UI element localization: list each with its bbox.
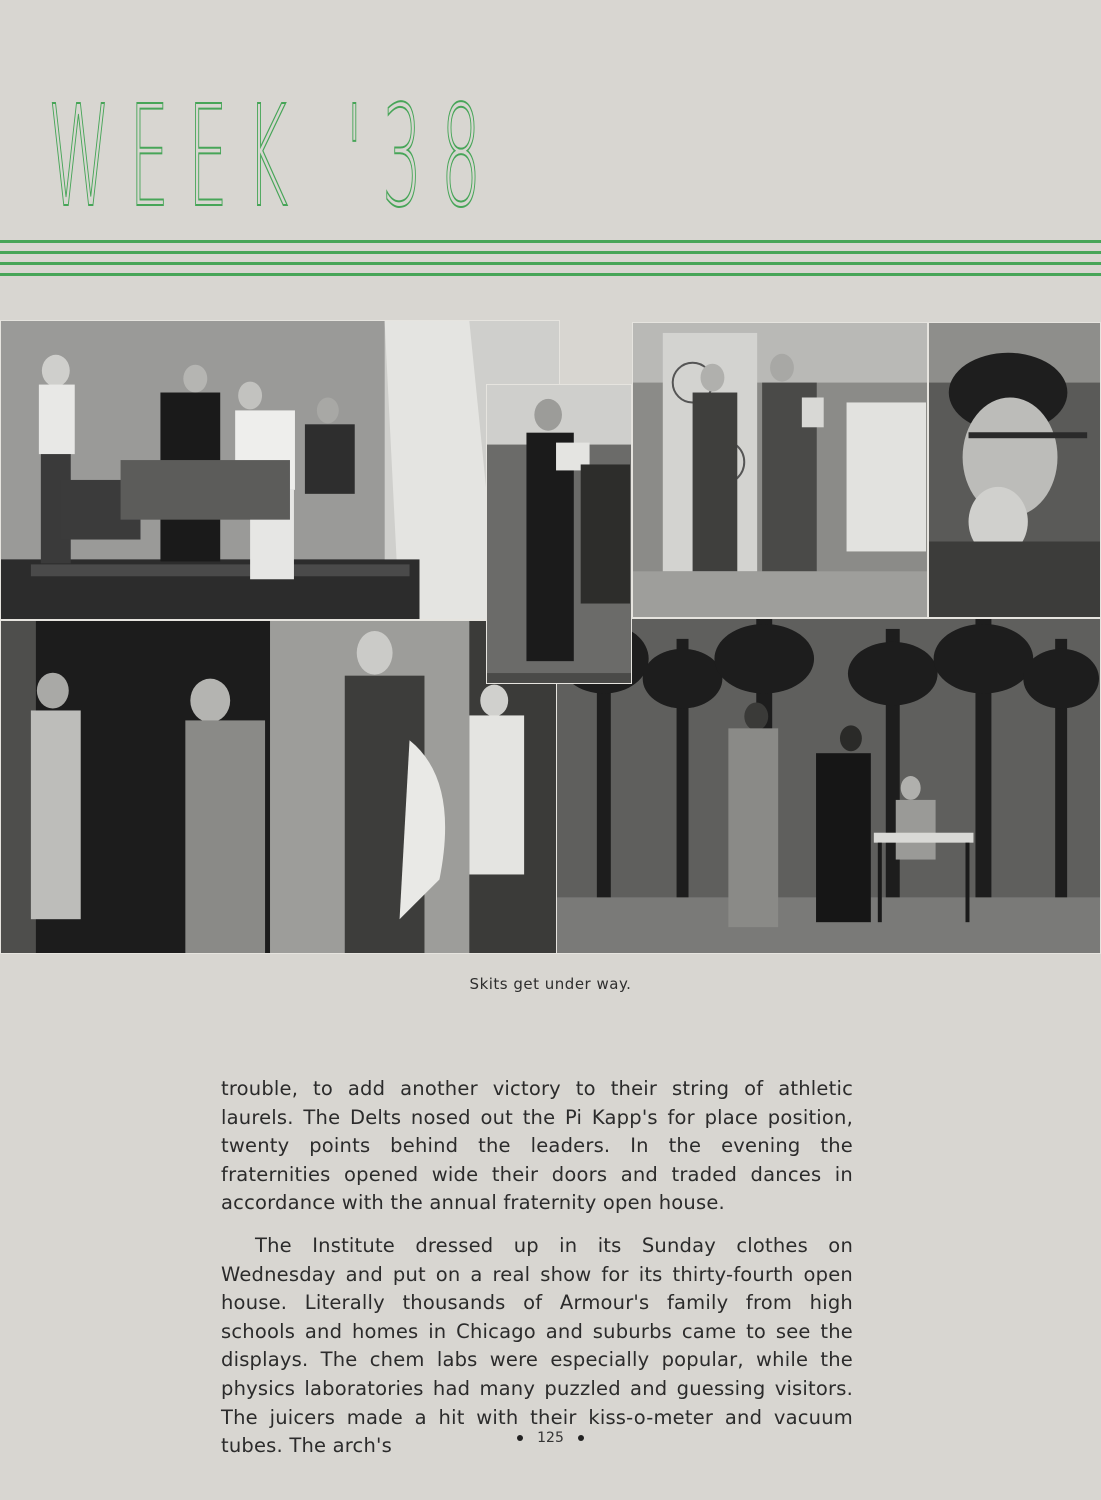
photo-booth-skit (632, 322, 928, 618)
bullet-icon (517, 1435, 523, 1441)
page-title: WEEK '38 (48, 76, 500, 239)
green-rule-lines (0, 240, 1101, 280)
bullet-icon (578, 1435, 584, 1441)
photo-man-with-pipe (928, 322, 1101, 618)
article-paragraph: The Institute dressed up in its Sunday clothes on Wednesday and put on a real show for its thirty-fourth open house. Literally thousands of Armour's family from high schools and homes in Chicago and suburbs came to see the displays. The chem labs were especially popular, while the physics laboratories had many puzzled and guessing visitors. The juicers made a hit with their kiss-o-meter and vacuum tubes. The arch's (221, 1233, 853, 1458)
rule-line (0, 273, 1101, 276)
page-number: 125 (537, 1430, 564, 1446)
photo-collage (0, 320, 1101, 954)
photo-man-reading (486, 384, 632, 684)
photo-backstage (0, 620, 558, 954)
photo-forest-backdrop (556, 618, 1101, 954)
rule-line (0, 240, 1101, 243)
photo-stage-skit (0, 320, 560, 620)
photo-caption: Skits get under way. (469, 975, 632, 993)
page-number-footer (0, 1430, 1101, 1446)
article-paragraph: trouble, to add another victory to their string of athletic laurels. The Delts nosed out the Pi Kapp's for place position, twenty points behind the leaders. In the evening the fraternities opened wide their doors and traded dances in accordance with the annual fraternity open house. (221, 1077, 853, 1215)
article-body (221, 1075, 853, 1475)
rule-line (0, 251, 1101, 254)
rule-line (0, 262, 1101, 265)
